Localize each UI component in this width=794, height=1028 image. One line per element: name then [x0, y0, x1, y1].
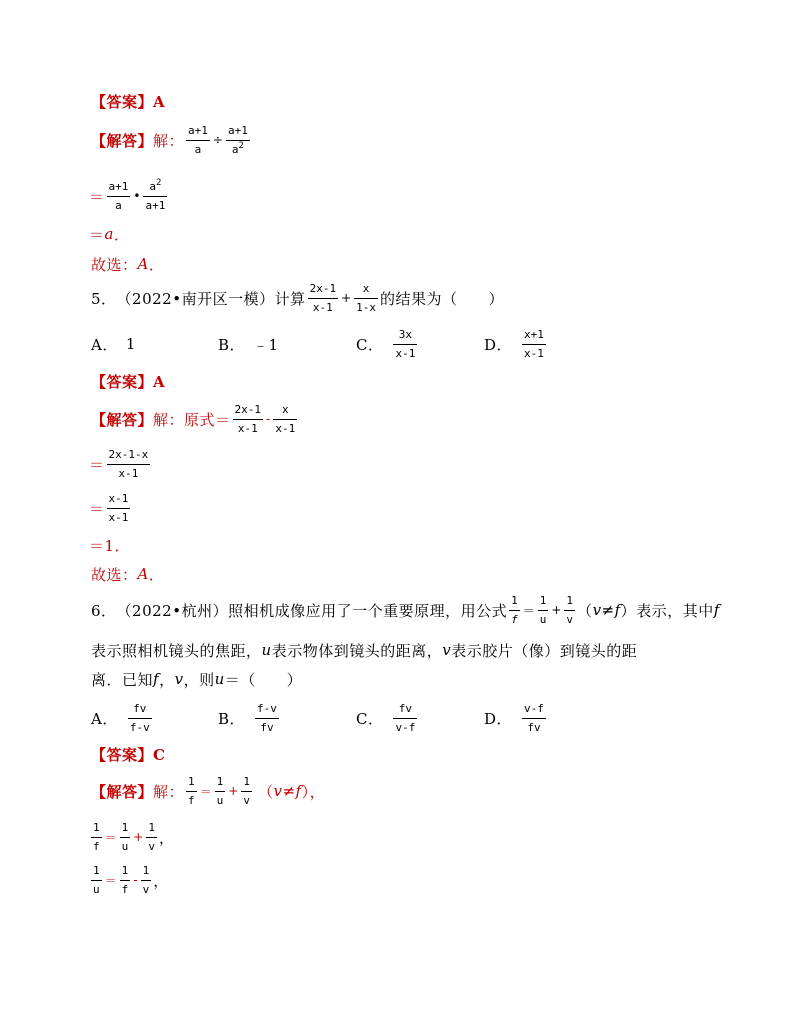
exponent: 2 — [156, 177, 162, 188]
q4-answer-line — [91, 81, 165, 121]
condition: v≠f — [592, 601, 621, 619]
variable: v — [442, 641, 452, 659]
q6-stem-line-3 — [91, 659, 302, 699]
q6-answer-line — [91, 734, 165, 774]
denominator: f — [93, 839, 100, 853]
denominator: a — [194, 142, 202, 156]
fraction — [120, 822, 131, 853]
fraction — [91, 822, 102, 853]
plus-sign: + — [228, 784, 239, 798]
fraction — [393, 703, 417, 734]
q5-step3-line — [89, 488, 132, 528]
question-number: 6． — [91, 601, 117, 620]
denominator: u — [121, 839, 129, 853]
minus-sign: - — [133, 873, 138, 887]
equals-sign: ＝ — [522, 603, 535, 618]
comma: ， — [153, 871, 169, 890]
fraction — [120, 865, 131, 896]
denominator: f-v — [129, 720, 150, 734]
denominator: v — [142, 882, 150, 896]
fraction — [273, 404, 297, 435]
fraction — [143, 177, 167, 212]
denominator: u — [216, 793, 224, 807]
numerator: 2x-1-x — [107, 449, 151, 465]
solution-tag: 【解答】 — [91, 782, 154, 801]
option-b — [218, 698, 281, 738]
stem-text: 离．已知 — [91, 670, 154, 689]
denominator: v — [566, 612, 574, 626]
denominator: 1-x — [356, 300, 377, 314]
denominator: x-1 — [108, 510, 129, 524]
bracket-close: ）， — [301, 782, 326, 801]
numerator: f-v — [255, 703, 279, 719]
equals-sign: ＝ — [199, 784, 212, 799]
period: ． — [148, 255, 165, 274]
numerator: 1 — [120, 822, 131, 838]
numerator: 1 — [564, 595, 575, 611]
divide-sign: ÷ — [212, 133, 223, 147]
denominator — [226, 141, 250, 156]
denominator: v — [243, 793, 250, 807]
q5-answer-line — [91, 361, 165, 401]
fraction — [107, 181, 131, 212]
numerator: a+1 — [186, 125, 210, 141]
bracket-open: （ — [577, 601, 593, 620]
bracket-close: ） — [620, 601, 637, 620]
option-c — [356, 324, 419, 364]
numerator: 1 — [241, 776, 252, 792]
option-label: C． — [356, 335, 384, 354]
fraction — [128, 703, 152, 734]
question-source: （2022•南开区一模） — [116, 289, 275, 308]
equals-sign: ＝ — [89, 187, 105, 206]
answer-label: 【答案】A — [91, 92, 166, 111]
denominator: u — [539, 612, 547, 626]
comma: ， — [158, 828, 175, 847]
stem-text: 表示照相机镜头的焦距， — [91, 641, 262, 660]
stem-text: 照相机成像应用了一个重要原理，用公式 — [228, 601, 508, 620]
equals-sign: ＝ — [89, 455, 105, 474]
plus-sign: + — [551, 603, 562, 617]
q5-options-line — [91, 324, 611, 364]
numerator: 1 — [215, 776, 226, 792]
fraction — [522, 329, 546, 360]
numerator: 1 — [509, 595, 520, 611]
numerator-base: a — [149, 179, 156, 193]
period: ． — [113, 225, 130, 244]
solution-word: 解： — [153, 782, 185, 801]
answer-label: 【答案】A — [91, 372, 166, 391]
numerator: 2x-1 — [308, 283, 339, 299]
denominator: f — [121, 882, 129, 896]
solution-tag: 【解答】 — [91, 410, 154, 429]
denominator: x-1 — [395, 346, 416, 360]
variable: v — [174, 670, 184, 688]
variable: u — [214, 670, 225, 688]
fraction — [215, 776, 226, 807]
denominator: x-1 — [275, 421, 296, 435]
solution-word: 解： — [153, 131, 185, 150]
fraction — [241, 776, 252, 807]
stem-text: 计算 — [274, 289, 306, 308]
numerator: 1 — [91, 865, 102, 881]
denominator: x-1 — [312, 300, 333, 314]
option-label: D． — [484, 335, 513, 354]
numerator: x-1 — [107, 493, 131, 509]
denominator: a — [115, 198, 122, 212]
fraction — [522, 703, 546, 734]
fraction — [509, 595, 520, 626]
denominator: a+1 — [145, 198, 166, 212]
variable: f — [713, 601, 720, 619]
numerator — [143, 177, 167, 197]
denominator-base: a — [231, 142, 239, 156]
numerator: 1 — [146, 822, 157, 838]
denominator: f — [511, 612, 518, 626]
option-label: A． — [91, 709, 118, 728]
fraction — [393, 329, 417, 360]
multiply-dot: • — [133, 189, 141, 203]
option-b — [218, 324, 279, 364]
numerator: 1 — [538, 595, 549, 611]
option-a — [91, 698, 154, 738]
stem-text: 表示物体到镜头的距离， — [271, 641, 443, 660]
numerator: fv — [128, 703, 152, 719]
q5-solution-line — [91, 399, 299, 439]
plus-sign: + — [133, 830, 144, 844]
fraction — [141, 865, 152, 896]
plus-sign: + — [341, 291, 352, 305]
fraction — [186, 776, 197, 807]
conclusion-prefix: 故选： — [91, 565, 138, 584]
q4-solution-line — [91, 120, 252, 160]
question-source: （2022•杭州） — [116, 601, 229, 620]
numerator: x — [273, 404, 297, 420]
question-number: 5． — [91, 289, 117, 308]
option-label: D． — [484, 709, 513, 728]
fraction — [233, 404, 264, 435]
variable: a — [104, 225, 114, 243]
q6-stem-line — [91, 590, 720, 630]
numerator: x+1 — [522, 329, 546, 345]
stem-text: 表示，其中 — [636, 601, 714, 620]
denominator: v-f — [395, 720, 416, 734]
q4-step2-line — [89, 176, 169, 216]
solution-tag: 【解答】 — [91, 131, 154, 150]
numerator: a+1 — [107, 181, 131, 197]
fraction — [107, 493, 131, 524]
fraction — [186, 125, 210, 156]
denominator: x-1 — [524, 346, 544, 360]
q6-solution-line — [91, 771, 325, 811]
denominator: u — [93, 882, 100, 896]
fraction — [564, 595, 575, 626]
q6-step2-line — [89, 817, 174, 857]
numerator: fv — [393, 703, 417, 719]
denominator: f — [188, 793, 195, 807]
option-label: C． — [356, 709, 384, 728]
exponent: 2 — [238, 140, 244, 151]
q6-options-line — [91, 698, 611, 738]
minus-sign: - — [266, 412, 271, 426]
fraction — [146, 822, 157, 853]
result-text: ＝1． — [89, 536, 131, 555]
conclusion-choice: A — [137, 255, 149, 273]
option-d — [484, 698, 548, 738]
equals-sign: ＝ — [89, 499, 105, 518]
denominator: fv — [260, 720, 274, 734]
fraction — [226, 125, 250, 156]
option-value: 1 — [125, 335, 136, 353]
stem-text: ＝（ ） — [224, 670, 303, 689]
fraction — [354, 283, 378, 314]
q6-step3-line — [89, 860, 169, 900]
stem-text: ， — [159, 670, 175, 689]
option-label: A． — [91, 335, 118, 354]
denominator: x-1 — [237, 421, 258, 435]
numerator: 1 — [91, 822, 102, 838]
condition: v≠f — [273, 782, 302, 800]
fraction — [255, 703, 279, 734]
option-c — [356, 698, 419, 738]
bracket-open: （ — [257, 782, 274, 801]
variable: f — [153, 670, 160, 688]
numerator: v-f — [522, 703, 546, 719]
stem-text: 表示胶片（像）到镜头的距 — [451, 641, 638, 660]
conclusion-choice: A — [137, 565, 149, 583]
option-value: ﹣1 — [253, 335, 279, 354]
stem-text: ，则 — [183, 670, 215, 689]
equals-sign: ＝ — [89, 225, 105, 244]
denominator: v — [148, 839, 155, 853]
conclusion-prefix: 故选： — [91, 255, 138, 274]
q5-stem-line — [91, 278, 504, 318]
stem-text: 的结果为（ ） — [380, 289, 505, 308]
q5-step2-line — [89, 444, 152, 484]
period: ． — [148, 565, 165, 584]
numerator: 3x — [393, 329, 417, 345]
fraction — [538, 595, 549, 626]
option-d — [484, 324, 548, 364]
fraction — [91, 865, 102, 896]
denominator: fv — [527, 720, 541, 734]
equals-sign: ＝ — [104, 873, 117, 888]
fraction — [308, 283, 339, 314]
numerator: 2x-1 — [233, 404, 264, 420]
equals-sign: ＝ — [104, 830, 117, 845]
numerator: a+1 — [226, 125, 250, 141]
denominator: x-1 — [118, 466, 139, 480]
answer-label: 【答案】C — [91, 745, 166, 764]
option-a — [91, 324, 136, 364]
q5-conclusion-line — [91, 554, 164, 594]
numerator: 1 — [141, 865, 152, 881]
fraction — [107, 449, 151, 480]
option-label: B． — [218, 335, 246, 354]
solution-word: 解：原式＝ — [153, 410, 231, 429]
option-label: B． — [218, 709, 246, 728]
variable: u — [261, 641, 272, 659]
numerator: x — [354, 283, 378, 299]
numerator: 1 — [120, 865, 131, 881]
numerator: 1 — [186, 776, 197, 792]
